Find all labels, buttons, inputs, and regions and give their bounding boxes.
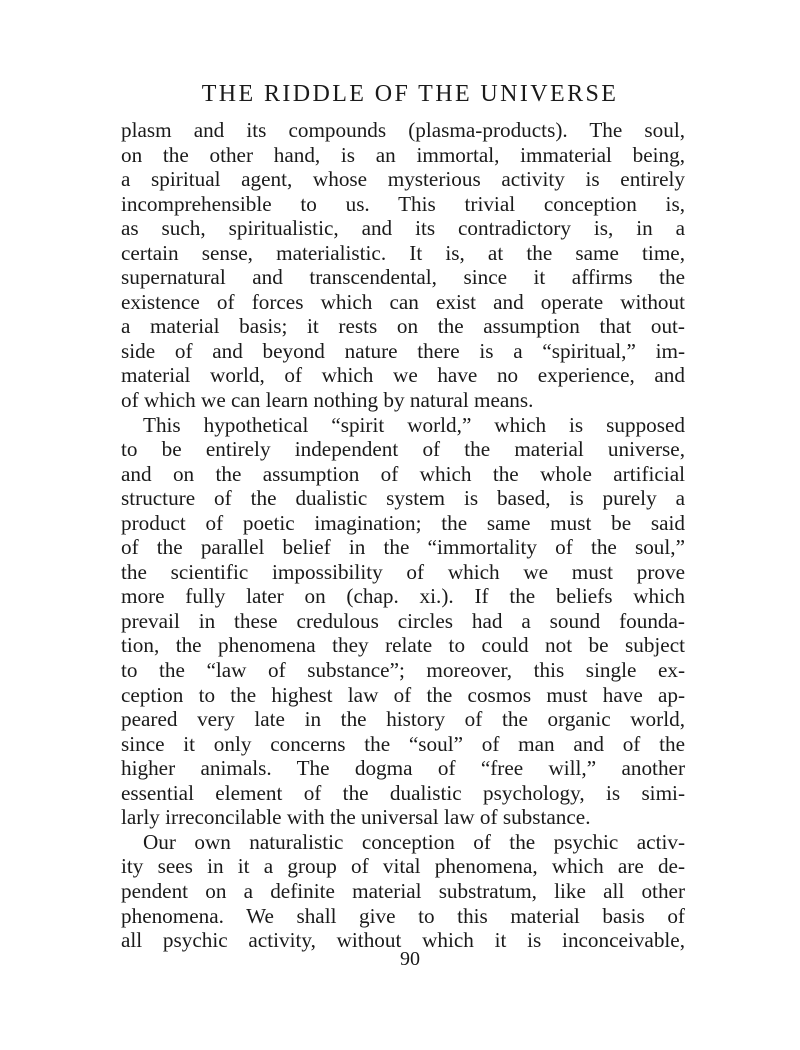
text-line: incomprehensible to us. This trivial conception is,: [121, 191, 685, 216]
text-line: essential element of the dualistic psychology, is simi-: [121, 780, 685, 805]
text-line: ception to the highest law of the cosmos must have ap-: [121, 682, 685, 707]
paragraph: [121, 830, 685, 953]
text-line: to the “law of substance”; moreover, this single ex-: [121, 658, 685, 683]
text-line: since it only concerns the “soul” of man and of the: [121, 731, 685, 756]
text-line: plasm and its compounds (plasma-products). The soul,: [121, 118, 685, 142]
text-line: more fully later on (chap. xi.). If the beliefs which: [121, 584, 685, 609]
text-line: and on the assumption of which the whole artificial: [121, 461, 685, 486]
text-line: of which we can learn nothing by natural means.: [121, 388, 534, 413]
text-line: the scientific impossibility of which we must prove: [121, 559, 685, 584]
text-line: tion, the phenomena they relate to could not be subject: [121, 633, 685, 658]
page-number: 90: [400, 948, 420, 970]
text-line: ity sees in it a group of vital phenomena, which are de-: [121, 854, 685, 879]
paragraph: [121, 413, 685, 830]
text-line: product of poetic imagination; the same must be said: [121, 510, 685, 535]
text-line: a spiritual agent, whose mysterious activity is entirely: [121, 167, 685, 192]
text-line: phenomena. We shall give to this material basis of: [121, 903, 685, 928]
text-line: as such, spiritualistic, and its contradictory is, in a: [121, 216, 685, 241]
paragraph: [121, 118, 685, 413]
running-head: THE RIDDLE OF THE UNIVERSE: [201, 81, 619, 107]
text-line: of the parallel belief in the “immortality of the soul,”: [121, 535, 685, 560]
text-line: Our own naturalistic conception of the psychic activ-: [143, 829, 685, 854]
text-line: on the other hand, is an immortal, immaterial being,: [121, 142, 685, 167]
text-line: higher animals. The dogma of “free will,” another: [121, 756, 685, 781]
text-line: This hypothetical “spirit world,” which is supposed: [143, 412, 685, 437]
body-text: [121, 118, 685, 953]
text-line: to be entirely independent of the material universe,: [121, 437, 685, 462]
text-line: existence of forces which can exist and operate without: [121, 289, 685, 314]
text-line: pendent on a definite material substratum, like all other: [121, 878, 685, 903]
text-line: prevail in these credulous circles had a sound founda-: [121, 608, 685, 633]
text-line: supernatural and transcendental, since it affirms the: [121, 265, 685, 290]
text-line: side of and beyond nature there is a “spiritual,” im-: [121, 338, 685, 363]
text-line: all psychic activity, without which it is inconceivable,: [121, 928, 685, 953]
text-line: structure of the dualistic system is based, is purely a: [121, 486, 685, 511]
text-line: a material basis; it rests on the assumption that out-: [121, 314, 685, 339]
text-line: material world, of which we have no experience, and: [121, 363, 685, 388]
text-line: certain sense, materialistic. It is, at the same time,: [121, 240, 685, 265]
text-line: peared very late in the history of the organic world,: [121, 707, 685, 732]
text-line: larly irreconcilable with the universal law of substance.: [121, 805, 591, 830]
